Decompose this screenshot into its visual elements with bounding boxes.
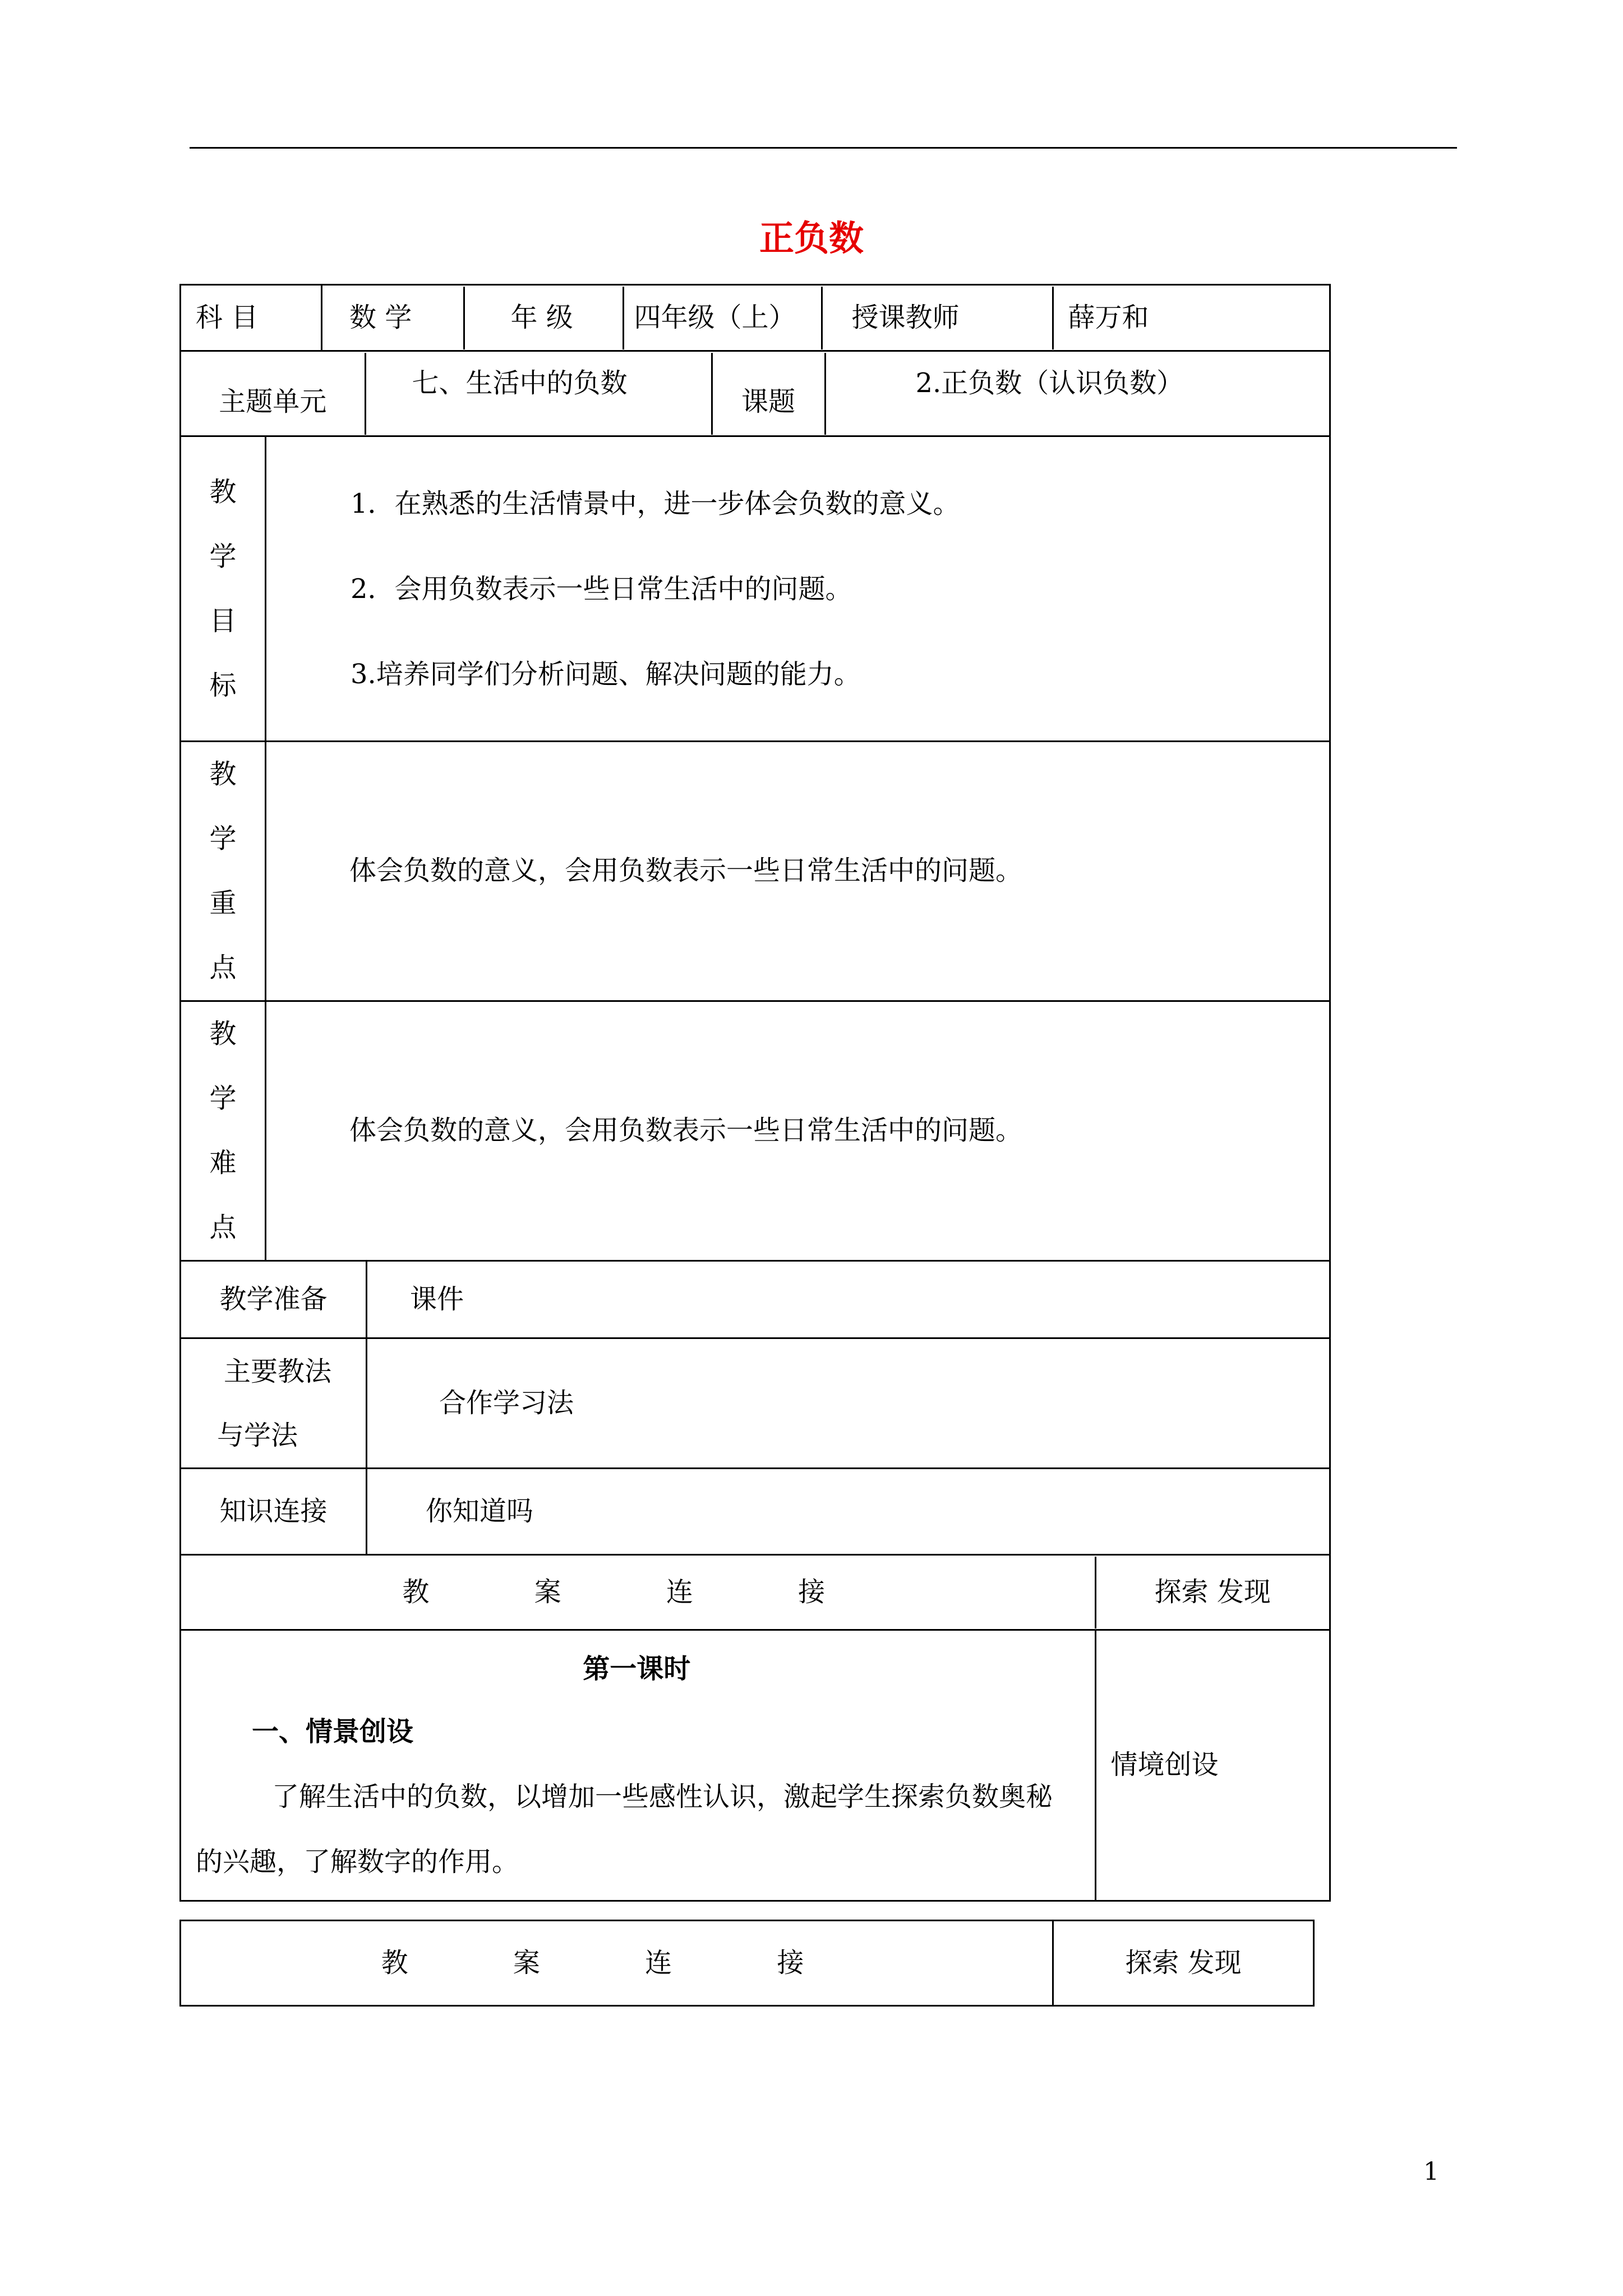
lesson-header-left: 教 案 连 接 bbox=[181, 1557, 1095, 1628]
unit-value: 七、生活中的负数 bbox=[365, 353, 712, 435]
knowledge-value: 你知道吗 bbox=[367, 1469, 1330, 1555]
subject-value: 数 学 bbox=[322, 287, 464, 349]
topic-label: 课题 bbox=[712, 353, 825, 435]
lesson-header-row bbox=[181, 1555, 1330, 1630]
goal-item: 1．在熟悉的生活情景中，进一步体会负数的意义。 bbox=[351, 487, 960, 519]
next-header-right: 探索 发现 bbox=[1053, 1921, 1314, 2006]
difficulties-text: 体会负数的意义，会用负数表示一些日常生活中的问题。 bbox=[266, 1001, 1330, 1261]
lesson-section-title: 一、情景创设 bbox=[252, 1716, 414, 1747]
lesson-header-subtable bbox=[181, 1557, 1329, 1628]
preparation-row bbox=[181, 1261, 1330, 1338]
next-header-left: 教 案 连 接 bbox=[181, 1921, 1053, 2006]
goals-list bbox=[266, 436, 1330, 742]
lesson-period: 第一课时 bbox=[583, 1653, 691, 1685]
knowledge-label: 知识连接 bbox=[181, 1469, 367, 1555]
page-number: 1 bbox=[1423, 2157, 1439, 2186]
lesson-body-row bbox=[181, 1630, 1330, 1901]
difficulties-label: 教 学 难 点 bbox=[181, 1001, 266, 1261]
goals-row bbox=[181, 436, 1330, 742]
lesson-body-text: 了解生活中的负数，以增加一些感性认识，激起学生探索负数奥秘的兴趣，了解数字的作用。 bbox=[196, 1781, 1053, 1878]
lesson-plan-table bbox=[179, 284, 1331, 1902]
preparation-label: 教学准备 bbox=[181, 1261, 367, 1338]
header-row bbox=[181, 285, 1330, 351]
difficulties-row bbox=[181, 1001, 1330, 1261]
teacher-label: 授课教师 bbox=[822, 287, 1053, 349]
header-rule bbox=[190, 147, 1457, 149]
teacher-value: 薛万和 bbox=[1053, 287, 1329, 349]
lesson-side-note: 情境创设 bbox=[1095, 1631, 1329, 1900]
key-points-text: 体会负数的意义，会用负数表示一些日常生活中的问题。 bbox=[266, 742, 1330, 1001]
unit-subtable bbox=[181, 353, 1329, 435]
key-points-label: 教 学 重 点 bbox=[181, 742, 266, 1001]
document-title: 正负数 bbox=[759, 218, 864, 259]
grade-value: 四年级（上） bbox=[623, 287, 822, 349]
knowledge-row bbox=[181, 1469, 1330, 1555]
methods-label: 主要教法 与学法 bbox=[181, 1338, 367, 1469]
goal-item: 2．会用负数表示一些日常生活中的问题。 bbox=[351, 573, 852, 605]
unit-row bbox=[181, 351, 1330, 436]
grade-label: 年 级 bbox=[464, 287, 623, 349]
subject-label: 科 目 bbox=[181, 285, 322, 351]
methods-value: 合作学习法 bbox=[367, 1338, 1330, 1469]
topic-value: 2.正负数（认识负数） bbox=[825, 353, 1329, 435]
preparation-value: 课件 bbox=[367, 1261, 1330, 1338]
lesson-content bbox=[181, 1631, 1095, 1900]
goal-item: 3.培养同学们分析问题、解决问题的能力。 bbox=[351, 658, 861, 690]
unit-label: 主题单元 bbox=[181, 353, 365, 435]
lesson-header-right: 探索 发现 bbox=[1095, 1557, 1329, 1628]
lesson-body-subtable bbox=[181, 1631, 1329, 1900]
next-page-table bbox=[179, 1920, 1315, 2007]
methods-row bbox=[181, 1338, 1330, 1469]
header-subtable bbox=[322, 287, 1329, 349]
goals-label: 教 学 目 标 bbox=[181, 436, 266, 742]
key-points-row bbox=[181, 742, 1330, 1001]
